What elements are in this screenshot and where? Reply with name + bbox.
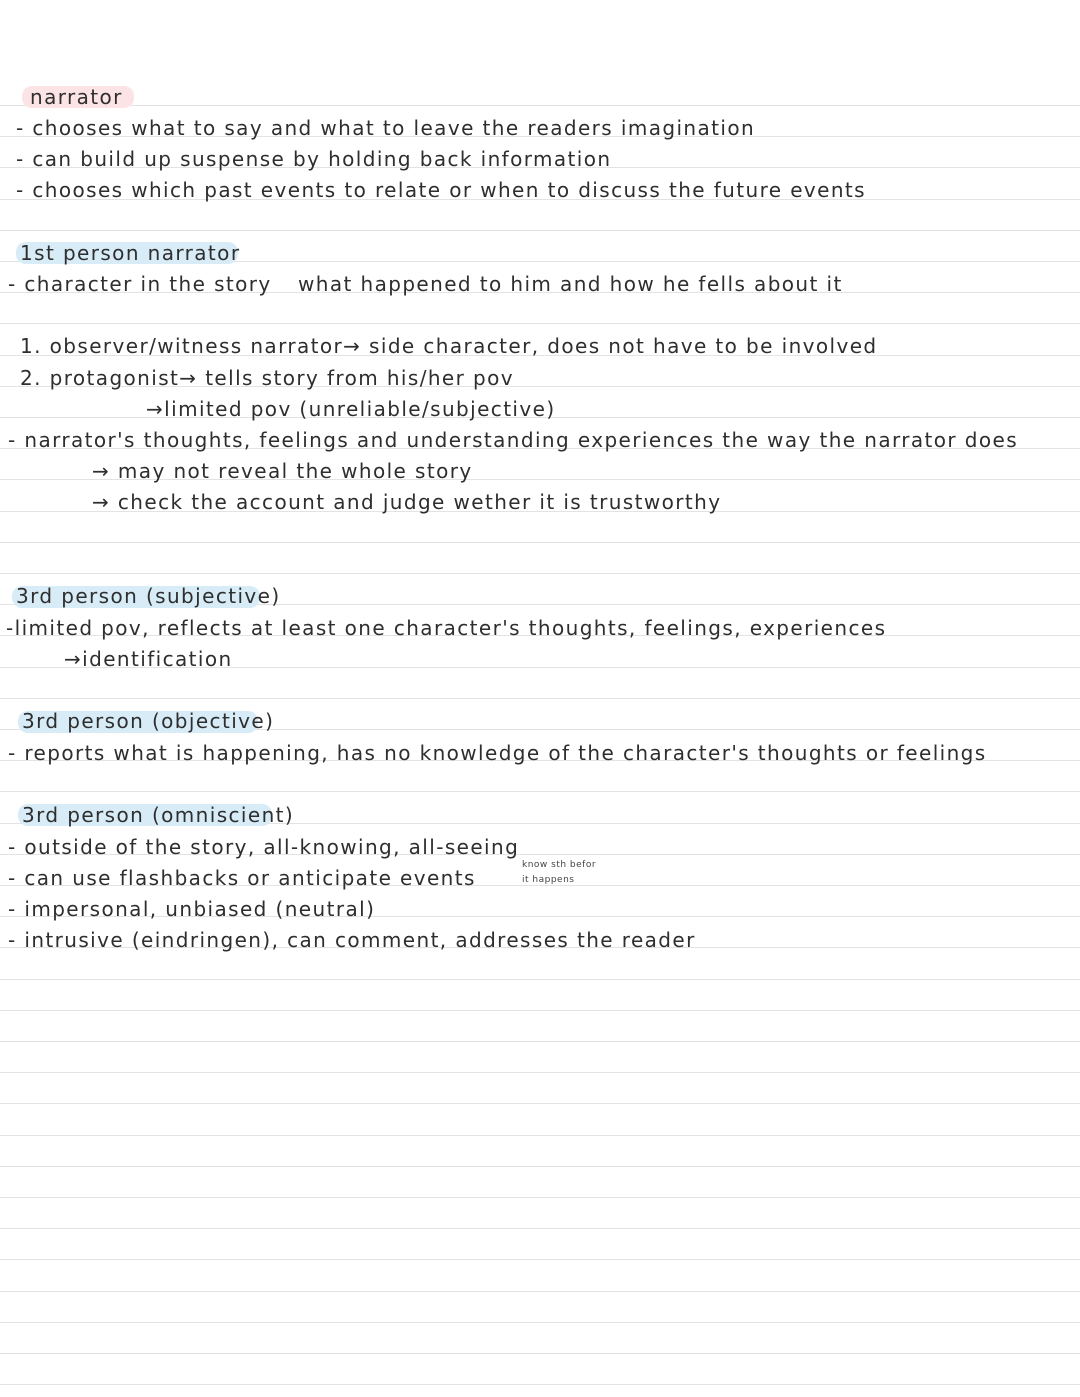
ruled-line bbox=[0, 1041, 1080, 1042]
first-person-heading: 1st person narrator bbox=[20, 241, 241, 265]
margin-note-1: know sth befor bbox=[522, 860, 597, 870]
ruled-line bbox=[0, 230, 1080, 231]
first-person-item-2-sub: →limited pov (unreliable/subjective) bbox=[146, 397, 556, 421]
first-person-item-1: 1. observer/witness narrator→ side character, does not have to be involved bbox=[20, 334, 878, 358]
ruled-line bbox=[0, 105, 1080, 106]
third-objective-heading: 3rd person (objective) bbox=[22, 709, 275, 733]
third-subjective-line-1: -limited pov, reflects at least one character's thoughts, feelings, experiences bbox=[6, 616, 887, 640]
narrator-bullet-3: - chooses which past events to relate or when to discuss the future events bbox=[16, 178, 866, 202]
third-omniscient-line-2: - can use flashbacks or anticipate events bbox=[8, 866, 476, 890]
narrator-heading: narrator bbox=[30, 85, 123, 109]
first-person-thoughts: - narrator's thoughts, feelings and understanding experiences the way the narrator does bbox=[8, 428, 1019, 452]
third-omniscient-line-4: - intrusive (eindringen), can comment, addresses the reader bbox=[8, 928, 696, 952]
first-person-line-left: - character in the story bbox=[8, 272, 272, 296]
ruled-line bbox=[0, 1010, 1080, 1011]
first-person-arrow-2: → check the account and judge wether it is trustworthy bbox=[92, 490, 722, 514]
ruled-line bbox=[0, 1197, 1080, 1198]
first-person-arrow-1: → may not reveal the whole story bbox=[92, 459, 473, 483]
third-omniscient-line-1: - outside of the story, all-knowing, all-seeing bbox=[8, 835, 520, 859]
ruled-line bbox=[0, 1384, 1080, 1385]
ruled-line bbox=[0, 1103, 1080, 1104]
ruled-line bbox=[0, 979, 1080, 980]
ruled-line bbox=[0, 1072, 1080, 1073]
ruled-line bbox=[0, 1166, 1080, 1167]
ruled-line bbox=[0, 1259, 1080, 1260]
ruled-line bbox=[0, 1135, 1080, 1136]
ruled-line bbox=[0, 542, 1080, 543]
ruled-line bbox=[0, 1353, 1080, 1354]
first-person-line-right: what happened to him and how he fells about it bbox=[298, 272, 843, 296]
narrator-bullet-2: - can build up suspense by holding back information bbox=[16, 147, 612, 171]
ruled-line bbox=[0, 1228, 1080, 1229]
narrator-bullet-1: - chooses what to say and what to leave the readers imagination bbox=[16, 116, 756, 140]
ruled-line bbox=[0, 323, 1080, 324]
third-subjective-line-2: →identification bbox=[64, 647, 233, 671]
ruled-line bbox=[0, 573, 1080, 574]
third-omniscient-heading: 3rd person (omniscient) bbox=[22, 803, 295, 827]
third-subjective-heading: 3rd person (subjective) bbox=[16, 584, 281, 608]
third-omniscient-line-3: - impersonal, unbiased (neutral) bbox=[8, 897, 376, 921]
ruled-line bbox=[0, 698, 1080, 699]
margin-note-2: it happens bbox=[522, 875, 575, 885]
ruled-line bbox=[0, 1322, 1080, 1323]
third-objective-line-1: - reports what is happening, has no knowledge of the character's thoughts or feelings bbox=[8, 741, 987, 765]
first-person-item-2: 2. protagonist→ tells story from his/her pov bbox=[20, 366, 514, 390]
ruled-line bbox=[0, 1291, 1080, 1292]
ruled-line bbox=[0, 791, 1080, 792]
